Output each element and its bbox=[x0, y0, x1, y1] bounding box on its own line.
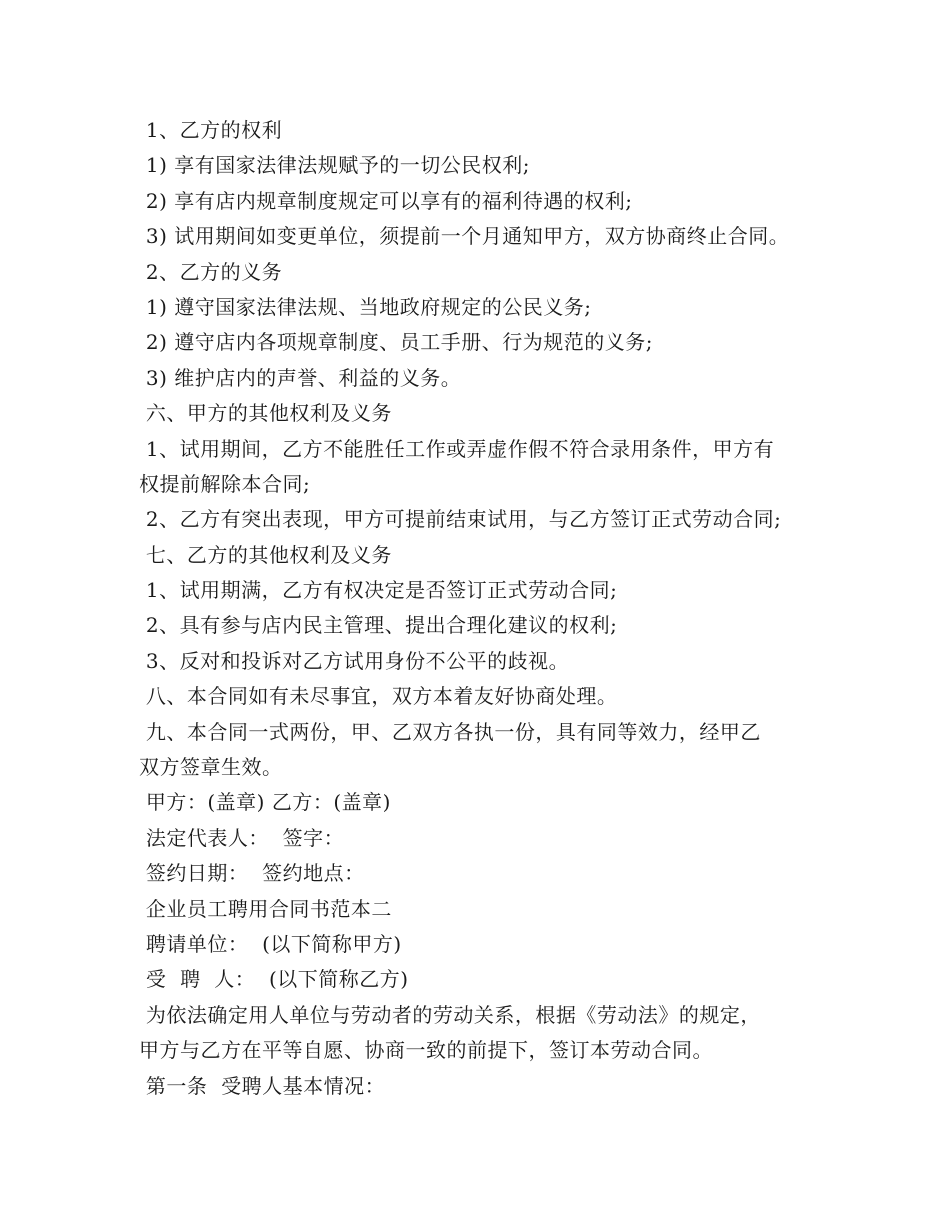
text-line: 3、反对和投诉对乙方试用身份不公平的歧视。 bbox=[139, 648, 570, 673]
text-line: 3) 试用期间如变更单位，须提前一个月通知甲方，双方协商终止合同。 bbox=[139, 224, 790, 249]
text-line: 3) 维护店内的声誉、利益的义务。 bbox=[139, 365, 462, 390]
text-line: 1、乙方的权利 bbox=[139, 118, 283, 142]
signature-line: 签约日期： 签约地点： bbox=[139, 861, 365, 886]
signature-line: 法定代表人： 签字： bbox=[139, 825, 345, 850]
text-line: 甲方与乙方在平等自愿、协商一致的前提下，签订本劳动合同。 bbox=[139, 1038, 713, 1063]
text-line: 1、试用期满，乙方有权决定是否签订正式劳动合同; bbox=[139, 578, 618, 603]
section-heading: 八、本合同如有未尽事宜，双方本着友好协商处理。 bbox=[139, 684, 618, 709]
article-heading: 第一条 受聘人基本情况： bbox=[139, 1073, 386, 1098]
text-line: 聘请单位： (以下简称甲方) bbox=[139, 931, 402, 956]
section-heading: 六、甲方的其他权利及义务 bbox=[139, 401, 392, 426]
text-line: 2、乙方有突出表现，甲方可提前结束试用，与乙方签订正式劳动合同; bbox=[139, 507, 782, 532]
section-heading: 七、乙方的其他权利及义务 bbox=[139, 542, 392, 567]
text-line: 受 聘 人： (以下简称乙方) bbox=[139, 967, 409, 992]
text-line: 1) 享有国家法律法规赋予的一切公民权利; bbox=[139, 153, 530, 178]
document-title: 企业员工聘用合同书范本二 bbox=[139, 896, 392, 921]
text-line: 双方签章生效。 bbox=[139, 755, 283, 780]
text-line: 为依法确定用人单位与劳动者的劳动关系，根据《劳动法》的规定， bbox=[139, 1002, 761, 1027]
text-line: 1) 遵守国家法律法规、当地政府规定的公民义务; bbox=[139, 294, 592, 319]
section-heading: 九、本合同一式两份，甲、乙双方各执一份，具有同等效力，经甲乙 bbox=[139, 719, 761, 744]
text-line: 权提前解除本合同; bbox=[139, 471, 311, 496]
text-line: 1、试用期间，乙方不能胜任工作或弄虚作假不符合录用条件，甲方有 bbox=[139, 436, 775, 461]
text-line: 2) 享有店内规章制度规定可以享有的福利待遇的权利; bbox=[139, 188, 633, 213]
text-line: 2、乙方的义务 bbox=[139, 259, 283, 284]
document-body bbox=[139, 113, 839, 1104]
signature-line: 甲方：(盖章) 乙方：(盖章) bbox=[139, 790, 391, 815]
text-line: 2) 遵守店内各项规章制度、员工手册、行为规范的义务; bbox=[139, 330, 653, 355]
text-line: 2、具有参与店内民主管理、提出合理化建议的权利; bbox=[139, 613, 618, 638]
